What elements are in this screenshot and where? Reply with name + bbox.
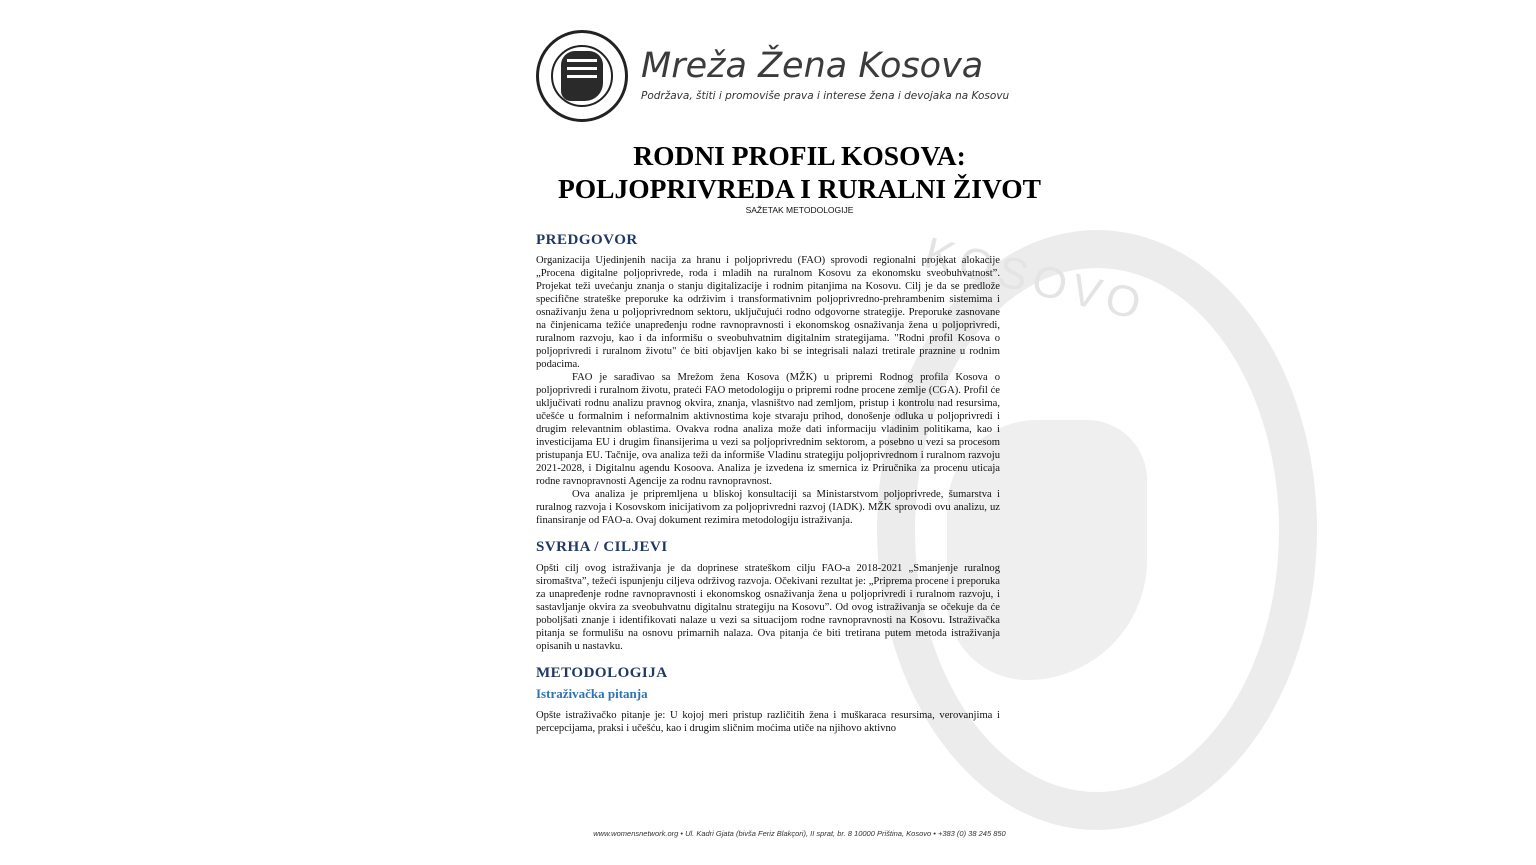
document-body: [536, 226, 1000, 735]
paragraph-predgovor-1: Organizacija Ujedinjenih nacija za hranu i poljoprivredu (FAO) sprovodi regionalni projekat alokacije „Procena digitalne poljoprivrede, roda i mladih na ruralnom Kosovu za ekonomsku sveobuhvatnost”. Projekat teži uvećanju znanja o stanju digitalizacije i rodnim pitanjima na Kosovu. Cilj je da se predlože specifične strateške preporuke ka održivim i transformativnim poljoprivredno-prehrambenim sistemima i osnaživanju žena u poljoprivrednom sektoru, uključujući rodno odgovorne strategije. Preporuke zasnovane na činjenicama težiće unapređenju rodne ravnopravnosti i ekonomskog osnaživanja žena u poljoprivredi, ruralnom razvoju, kao i da informišu o sveobuhvatnim digitalnim strategijama. "Rodni profil Kosova o poljoprivredi i ruralnom životu" će biti objavljen kako bi se integrisali nalazi tretirale praznine u rodnim podacima.: [536, 255, 1000, 370]
footer-contact: www.womensnetwork.org • Ul. Kadri Gjata (bivša Feriz Blakçori), II sprat, br. 8 10000 Priština, Kosovo • +383 (0) 38 245 850: [593, 829, 1006, 838]
paragraph-predgovor-3: Ova analiza je pripremljena u bliskoj konsultaciji sa Ministarstvom poljoprivrede, šumarstva i ruralnog razvoja i Kosovskom inicijativom za poljoprivredni razvoj (IADK). MŽK sprovodi ovu analizu, uz finansiranje od FAO-a. Ovaj dokument rezimira metodologiju istraživanja.: [536, 489, 1000, 526]
logo-seal-icon: [536, 30, 628, 122]
paragraph-svrha-1: Opšti cilj ovog istraživanja je da doprinese strateškom cilju FAO-a 2018-2021 „Smanjenje ruralnog siromaštva”, težeći ispunjenju ciljeva održivog razvoja. Očekivani rezultat je: „Priprema procene i preporuka za unapređenje rodne ravnopravnosti i ekonomskog osnaživanja žena u poljoprivredi i ruralnom razvoju, i sastavljanje okvira za sveobuhvatnu digitalnu strategiju na Kosovu”. Od ovog istraživanja se očekuje da će poboljšati znanje i identifikovati nalaze u vezi sa situacijom rodne ravnopravnosti na Kosovu. Istraživačka pitanja se formulišu na osnovu primarnih nalaza. Ova pitanja će biti tretirana putem metoda istraživanja opisanih u nastavku.: [536, 563, 1000, 652]
heading-predgovor: PREDGOVOR: [536, 232, 638, 248]
document-title-line1: RODNI PROFIL KOSOVA:: [633, 140, 966, 171]
document-page: [527, 0, 1152, 865]
paragraph-predgovor-2: FAO je sarađivao sa Mrežom žena Kosova (MŽK) u pripremi Rodnog profila Kosova o poljoprivredi i ruralnom životu, prateći FAO metodologiju o pripremi rodne procene zemlje (CGA). Profil će uključivati rodnu analizu pravnog okvira, znanja, vlasništvo nad zemljom, pristup i kontrolu nad resursima, učešće u formalnim i neformalnim aktivnostima koje stvaraju prihod, donošenje odluka u poljoprivredi i drugim relevantnim oblastima. Ovakva rodna analiza može dati informaciju vladinim politikama, kao i investicijama EU i drugim finansijerima u vezi sa poljoprivrednim sektorom, a posebno u vezi sa procesom pristupanja EU. Tačnije, ova analiza teži da informiše Vladinu strategiju poljoprivrednom i ruralnom razvoju 2021-2028, i Digitalnu agendu Kosoova. Analiza je izvedena iz smernica iz Priručnika za procenu uticaja rodne ravnopravnosti Agencije za rodnu ravnopravnost.: [536, 372, 1000, 487]
logo-tagline: Podržava, štiti i promoviše prava i interese žena i devojaka na Kosovu: [641, 90, 1010, 102]
heading-metodologija: METODOLOGIJA: [536, 665, 668, 681]
fist-icon: [561, 51, 603, 101]
logo-name: Mreža Žena Kosova: [641, 46, 984, 86]
watermark-text: KOSOVO: [919, 228, 1152, 331]
document-title-line2: POLJOPRIVREDA I RURALNI ŽIVOT: [557, 173, 1042, 204]
document-subtitle: SAŽETAK METODOLOGIJE: [745, 205, 854, 215]
paragraph-metodologija-1: Opšte istraživačko pitanje je: U kojoj meri pristup različitih žena i muškaraca resursima, verovanjima i percepcijama, praksi i učešću, kao i drugim sličnim moćima utiče na njihovo aktivno: [536, 710, 1000, 734]
subheading-istrazivacka-pitanja: Istraživačka pitanja: [536, 686, 648, 701]
heading-svrha: SVRHA / CILJEVI: [536, 539, 668, 555]
